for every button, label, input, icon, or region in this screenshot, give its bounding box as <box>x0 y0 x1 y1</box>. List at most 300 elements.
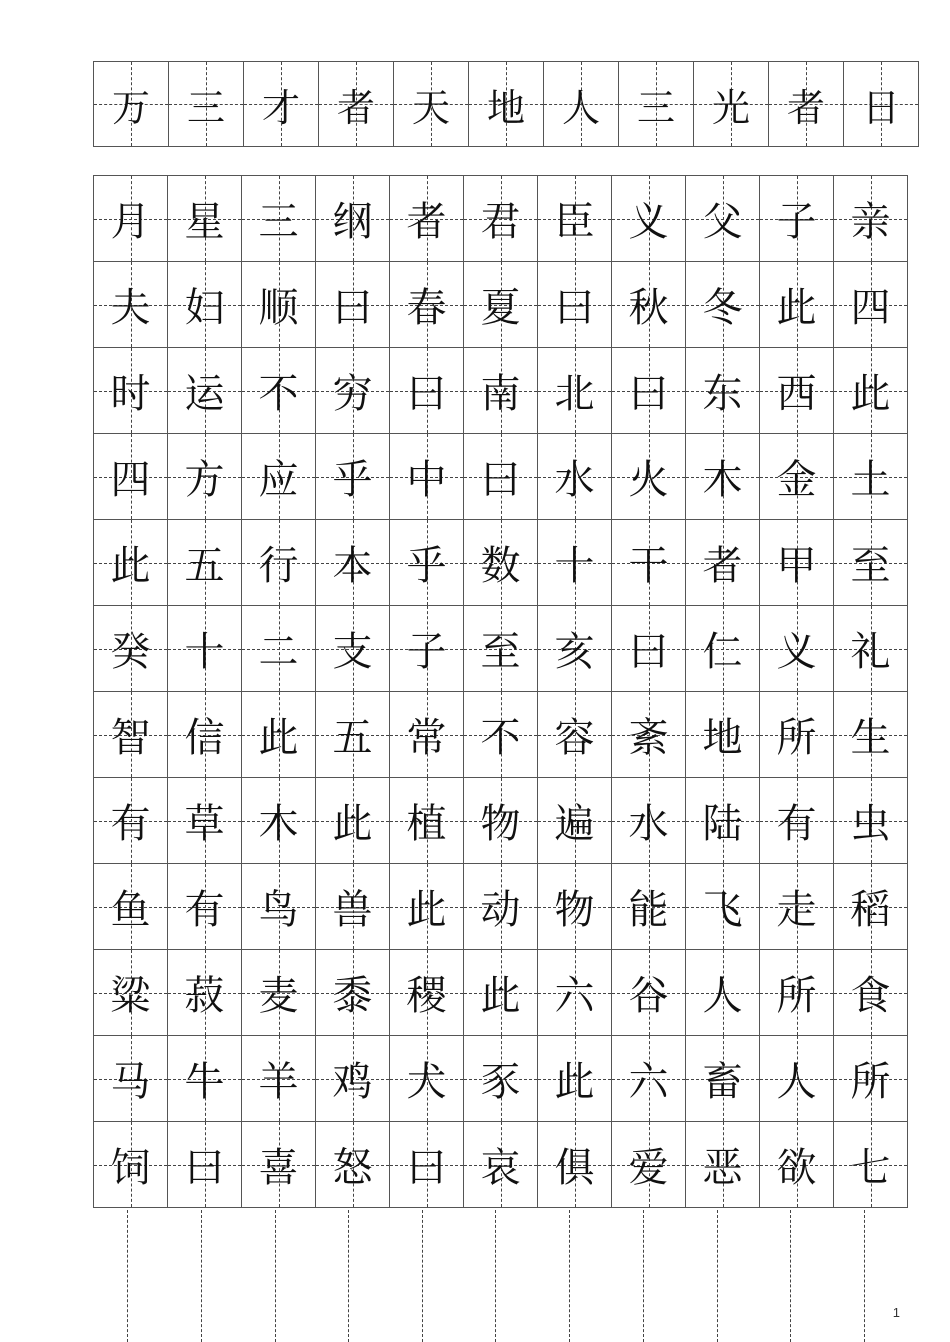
char-cell <box>612 1122 686 1208</box>
char: 食 <box>850 973 891 1019</box>
char-cell <box>168 950 242 1036</box>
char-cell <box>94 950 168 1036</box>
char-cell <box>464 778 538 864</box>
char: 方 <box>184 457 225 503</box>
char-cell <box>538 262 612 348</box>
char-cell <box>760 520 834 606</box>
char-cell <box>760 348 834 434</box>
char: 干 <box>628 543 669 589</box>
char: 南 <box>480 371 521 417</box>
char: 者 <box>702 543 743 589</box>
char: 四 <box>850 285 891 331</box>
char-cell <box>94 1122 168 1208</box>
char-cell <box>686 864 760 950</box>
char: 哀 <box>480 1145 521 1191</box>
char: 欲 <box>776 1145 817 1191</box>
char: 纲 <box>332 199 373 245</box>
grid-row <box>94 950 908 1036</box>
char: 二 <box>258 629 299 675</box>
top-character-row <box>93 61 919 147</box>
char-cell <box>612 1036 686 1122</box>
char-cell <box>760 950 834 1036</box>
char-cell <box>844 62 919 147</box>
char-cell <box>464 262 538 348</box>
char: 常 <box>406 715 447 761</box>
char: 十 <box>184 629 225 675</box>
char: 六 <box>628 1059 669 1105</box>
char: 光 <box>711 85 750 130</box>
char: 飞 <box>702 887 743 933</box>
char-cell <box>686 434 760 520</box>
char: 子 <box>406 629 447 675</box>
char-cell <box>390 434 464 520</box>
char-cell <box>390 1036 464 1122</box>
char-cell <box>686 348 760 434</box>
char: 此 <box>258 715 299 761</box>
char: 金 <box>776 457 817 503</box>
char-cell <box>390 606 464 692</box>
top-row <box>94 62 919 147</box>
grid-row <box>94 262 908 348</box>
char: 稷 <box>406 973 447 1019</box>
char-cell <box>390 1122 464 1208</box>
guide-line <box>127 1210 128 1342</box>
char: 鸡 <box>332 1059 373 1105</box>
char: 礼 <box>850 629 891 675</box>
char: 畜 <box>702 1059 743 1105</box>
char: 爱 <box>628 1145 669 1191</box>
char: 地 <box>486 85 525 130</box>
char: 天 <box>411 85 450 130</box>
char-cell <box>760 1122 834 1208</box>
char-cell <box>538 778 612 864</box>
char: 所 <box>850 1059 891 1105</box>
char-cell <box>94 1036 168 1122</box>
char: 亥 <box>554 629 595 675</box>
char-cell <box>94 348 168 434</box>
char: 夏 <box>480 285 521 331</box>
char: 木 <box>258 801 299 847</box>
char: 曰 <box>480 457 521 503</box>
char-cell <box>242 434 316 520</box>
char-cell <box>694 62 769 147</box>
char-cell <box>834 520 908 606</box>
char: 西 <box>776 371 817 417</box>
char: 信 <box>184 715 225 761</box>
char: 才 <box>261 85 300 130</box>
char-cell <box>612 606 686 692</box>
char: 穷 <box>332 371 373 417</box>
char-cell <box>94 434 168 520</box>
char: 行 <box>258 543 299 589</box>
char: 不 <box>480 715 521 761</box>
guide-line <box>201 1210 202 1342</box>
char-cell <box>686 176 760 262</box>
char-cell <box>390 262 464 348</box>
guide-line <box>864 1210 865 1342</box>
char-cell <box>834 434 908 520</box>
char-cell <box>464 434 538 520</box>
char: 水 <box>554 457 595 503</box>
char-cell <box>834 778 908 864</box>
char: 妇 <box>184 285 225 331</box>
char-cell <box>686 520 760 606</box>
char-cell <box>242 348 316 434</box>
char: 曰 <box>184 1145 225 1191</box>
char-cell <box>760 864 834 950</box>
char-cell <box>94 176 168 262</box>
char: 应 <box>258 457 299 503</box>
char: 春 <box>406 285 447 331</box>
char: 人 <box>561 85 600 130</box>
char: 七 <box>850 1145 891 1191</box>
char: 日 <box>861 85 900 130</box>
grid-row <box>94 778 908 864</box>
char-cell <box>760 692 834 778</box>
char-cell <box>538 520 612 606</box>
char: 月 <box>110 199 151 245</box>
char: 此 <box>480 973 521 1019</box>
char-cell <box>168 1036 242 1122</box>
char-cell <box>244 62 319 147</box>
grid-row <box>94 864 908 950</box>
char: 十 <box>554 543 595 589</box>
char-cell <box>316 692 390 778</box>
char: 北 <box>554 371 595 417</box>
char: 万 <box>111 85 150 130</box>
char: 癸 <box>110 629 151 675</box>
char-cell <box>619 62 694 147</box>
char-cell <box>834 692 908 778</box>
char-cell <box>390 864 464 950</box>
char: 恶 <box>702 1145 743 1191</box>
char-cell <box>686 778 760 864</box>
char-cell <box>686 1122 760 1208</box>
char: 人 <box>702 973 743 1019</box>
char-cell <box>760 778 834 864</box>
char: 鸟 <box>258 887 299 933</box>
char: 鱼 <box>110 887 151 933</box>
char: 火 <box>628 457 669 503</box>
char: 曰 <box>628 371 669 417</box>
char: 父 <box>702 199 743 245</box>
char-cell <box>612 692 686 778</box>
char-cell <box>390 176 464 262</box>
char: 有 <box>110 801 151 847</box>
guide-line <box>569 1210 570 1342</box>
char-cell <box>464 606 538 692</box>
char: 马 <box>110 1059 151 1105</box>
guide-line <box>495 1210 496 1342</box>
char-cell <box>316 778 390 864</box>
char: 支 <box>332 629 373 675</box>
char: 所 <box>776 715 817 761</box>
char: 喜 <box>258 1145 299 1191</box>
char-cell <box>316 520 390 606</box>
char: 麦 <box>258 973 299 1019</box>
char: 时 <box>110 371 151 417</box>
char: 中 <box>406 457 447 503</box>
char-cell <box>242 520 316 606</box>
char-cell <box>316 606 390 692</box>
char: 地 <box>702 715 743 761</box>
char-cell <box>464 864 538 950</box>
char-cell <box>464 176 538 262</box>
char-cell <box>242 1122 316 1208</box>
char-cell <box>760 176 834 262</box>
char: 此 <box>406 887 447 933</box>
char-cell <box>319 62 394 147</box>
char-cell <box>390 520 464 606</box>
char-cell <box>168 520 242 606</box>
char-cell <box>94 606 168 692</box>
char: 此 <box>554 1059 595 1105</box>
grid-row <box>94 1122 908 1208</box>
char-cell <box>168 692 242 778</box>
char-cell <box>544 62 619 147</box>
grid-row <box>94 1036 908 1122</box>
char: 走 <box>776 887 817 933</box>
char: 此 <box>110 543 151 589</box>
char-cell <box>94 864 168 950</box>
char-cell <box>834 950 908 1036</box>
char: 秋 <box>628 285 669 331</box>
char-cell <box>464 1036 538 1122</box>
char-cell <box>538 1036 612 1122</box>
char-cell <box>834 1036 908 1122</box>
char: 星 <box>184 199 225 245</box>
char-cell <box>538 864 612 950</box>
char: 饲 <box>110 1145 151 1191</box>
grid-row <box>94 692 908 778</box>
char-cell <box>168 434 242 520</box>
char: 三 <box>186 85 225 130</box>
char-cell <box>834 864 908 950</box>
char-cell <box>316 1122 390 1208</box>
char-cell <box>612 434 686 520</box>
char: 植 <box>406 801 447 847</box>
char-cell <box>94 520 168 606</box>
char-cell <box>464 520 538 606</box>
char: 子 <box>776 199 817 245</box>
char: 粱 <box>110 973 151 1019</box>
char: 有 <box>184 887 225 933</box>
char-cell <box>538 348 612 434</box>
char: 人 <box>776 1059 817 1105</box>
char: 者 <box>786 85 825 130</box>
char-cell <box>242 176 316 262</box>
char-cell <box>464 692 538 778</box>
char-cell <box>168 176 242 262</box>
char-cell <box>686 262 760 348</box>
char: 稻 <box>850 887 891 933</box>
char-cell <box>612 520 686 606</box>
char-cell <box>834 348 908 434</box>
char: 兽 <box>332 887 373 933</box>
char-cell <box>686 606 760 692</box>
char-cell <box>612 348 686 434</box>
char-cell <box>760 434 834 520</box>
char: 至 <box>850 543 891 589</box>
char-cell <box>168 348 242 434</box>
char-cell <box>168 262 242 348</box>
char: 曰 <box>406 1145 447 1191</box>
char-cell <box>469 62 544 147</box>
char-cell <box>390 950 464 1036</box>
char: 智 <box>110 715 151 761</box>
char-cell <box>169 62 244 147</box>
char-cell <box>242 950 316 1036</box>
char-cell <box>242 606 316 692</box>
char-cell <box>686 1036 760 1122</box>
char: 本 <box>332 543 373 589</box>
char-cell <box>538 692 612 778</box>
char-cell <box>316 434 390 520</box>
char-cell <box>168 606 242 692</box>
char-cell <box>464 348 538 434</box>
char-cell <box>769 62 844 147</box>
char: 至 <box>480 629 521 675</box>
char-cell <box>464 950 538 1036</box>
char: 此 <box>850 371 891 417</box>
guide-line <box>717 1210 718 1342</box>
char-cell <box>686 950 760 1036</box>
character-practice-grid <box>93 175 908 1208</box>
char-cell <box>168 778 242 864</box>
char: 此 <box>332 801 373 847</box>
char: 三 <box>636 85 675 130</box>
char: 曰 <box>554 285 595 331</box>
char: 臣 <box>554 199 595 245</box>
char-cell <box>834 1122 908 1208</box>
guide-line <box>348 1210 349 1342</box>
char: 运 <box>184 371 225 417</box>
grid-row <box>94 606 908 692</box>
char: 陆 <box>702 801 743 847</box>
char-cell <box>316 864 390 950</box>
char: 遍 <box>554 801 595 847</box>
char: 仁 <box>702 629 743 675</box>
char: 乎 <box>332 457 373 503</box>
char: 俱 <box>554 1145 595 1191</box>
char-cell <box>168 864 242 950</box>
char: 君 <box>480 199 521 245</box>
char: 草 <box>184 801 225 847</box>
char-cell <box>612 778 686 864</box>
page-number: 1 <box>892 1305 900 1320</box>
char: 冬 <box>702 285 743 331</box>
char: 怒 <box>332 1145 373 1191</box>
char-cell <box>394 62 469 147</box>
char: 四 <box>110 457 151 503</box>
char: 五 <box>184 543 225 589</box>
char-cell <box>834 262 908 348</box>
char-cell <box>316 1036 390 1122</box>
char: 虫 <box>850 801 891 847</box>
char: 三 <box>258 199 299 245</box>
char-cell <box>760 1036 834 1122</box>
guide-line <box>643 1210 644 1342</box>
char: 义 <box>628 199 669 245</box>
char-cell <box>242 262 316 348</box>
char: 五 <box>332 715 373 761</box>
guide-line <box>275 1210 276 1342</box>
char-cell <box>464 1122 538 1208</box>
char-cell <box>242 864 316 950</box>
char: 者 <box>406 199 447 245</box>
char-cell <box>760 606 834 692</box>
char-cell <box>760 262 834 348</box>
char: 豕 <box>480 1059 521 1105</box>
char-cell <box>612 262 686 348</box>
char-cell <box>390 778 464 864</box>
char: 生 <box>850 715 891 761</box>
char-cell <box>390 692 464 778</box>
char: 义 <box>776 629 817 675</box>
char-cell <box>94 778 168 864</box>
char: 物 <box>480 801 521 847</box>
char: 土 <box>850 457 891 503</box>
char: 容 <box>554 715 595 761</box>
char: 夫 <box>110 285 151 331</box>
char: 乎 <box>406 543 447 589</box>
char: 曰 <box>332 285 373 331</box>
char: 东 <box>702 371 743 417</box>
char: 牛 <box>184 1059 225 1105</box>
char: 有 <box>776 801 817 847</box>
char: 者 <box>336 85 375 130</box>
char-cell <box>242 692 316 778</box>
char: 菽 <box>184 973 225 1019</box>
char: 犬 <box>406 1059 447 1105</box>
grid-row <box>94 434 908 520</box>
char: 不 <box>258 371 299 417</box>
char-cell <box>242 778 316 864</box>
char-cell <box>94 262 168 348</box>
grid-row <box>94 520 908 606</box>
char-cell <box>316 348 390 434</box>
grid-row <box>94 348 908 434</box>
char: 谷 <box>628 973 669 1019</box>
char: 此 <box>776 285 817 331</box>
char: 动 <box>480 887 521 933</box>
char: 黍 <box>332 973 373 1019</box>
char: 物 <box>554 887 595 933</box>
char-cell <box>612 950 686 1036</box>
char-cell <box>538 1122 612 1208</box>
char-cell <box>316 950 390 1036</box>
char-cell <box>538 606 612 692</box>
char: 羊 <box>258 1059 299 1105</box>
char: 甲 <box>776 543 817 589</box>
guide-line <box>422 1210 423 1342</box>
char: 木 <box>702 457 743 503</box>
char-cell <box>94 692 168 778</box>
char: 能 <box>628 887 669 933</box>
char-cell <box>538 434 612 520</box>
char-cell <box>390 348 464 434</box>
char-cell <box>834 606 908 692</box>
char: 亲 <box>850 199 891 245</box>
char: 数 <box>480 543 521 589</box>
guide-line <box>790 1210 791 1342</box>
char-cell <box>538 176 612 262</box>
char-cell <box>168 1122 242 1208</box>
char-cell <box>538 950 612 1036</box>
char: 六 <box>554 973 595 1019</box>
char-cell <box>686 692 760 778</box>
char-cell <box>316 262 390 348</box>
